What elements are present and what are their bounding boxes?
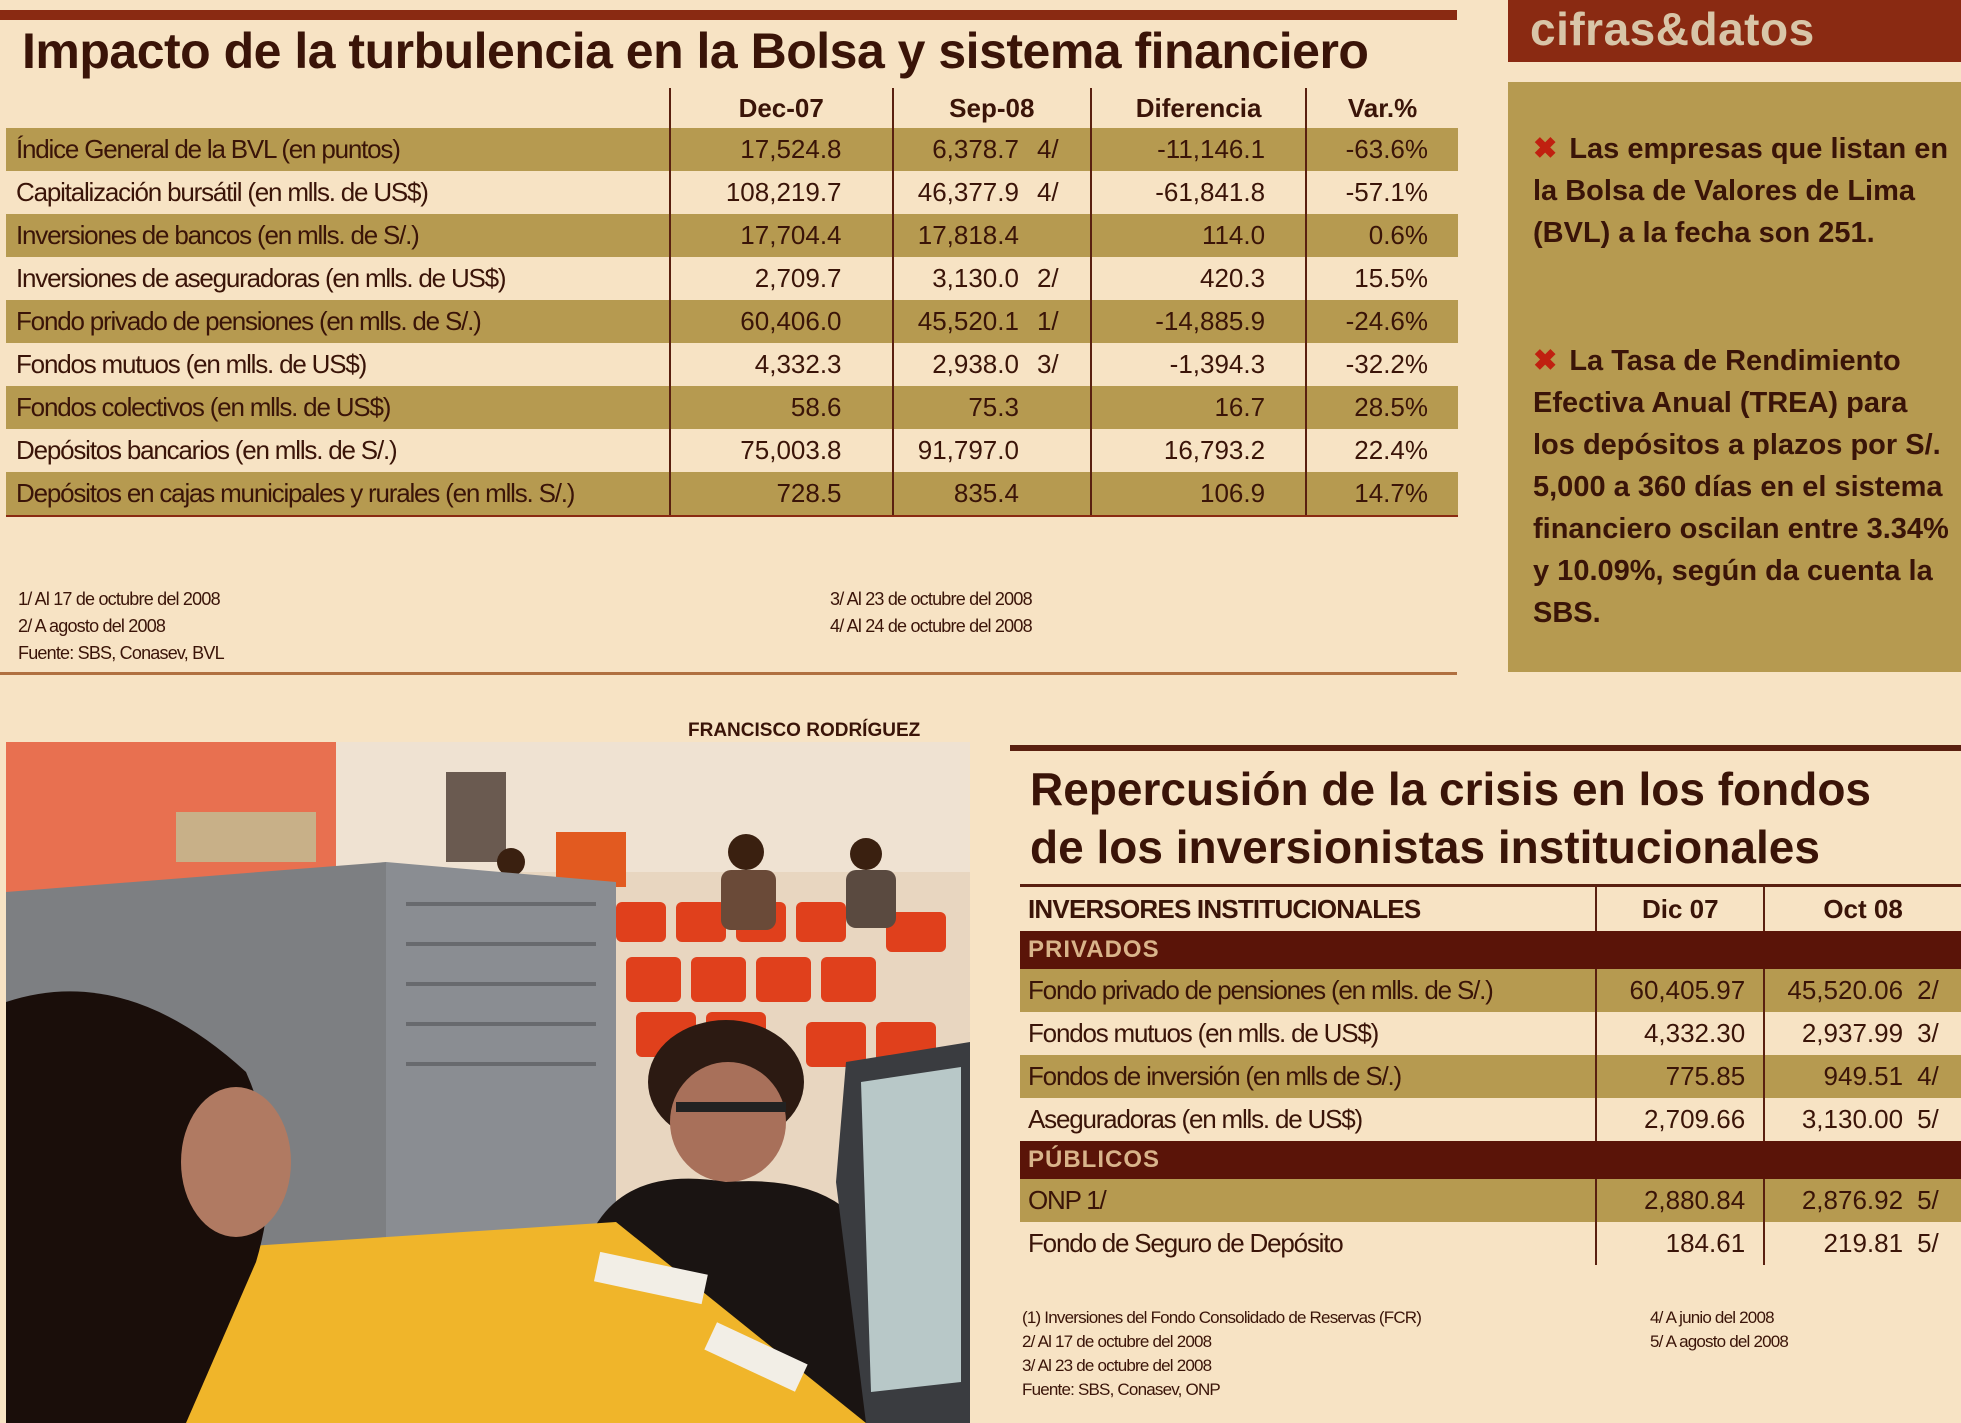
row-label: Depósitos bancarios (en mlls. de S/.) (16, 435, 397, 465)
footnote: 4/ Al 24 de octubre del 2008 (830, 616, 1032, 636)
header-var: Var.% (1306, 88, 1458, 128)
cell-note: 1/ (1029, 300, 1091, 343)
row-label: Capitalización bursátil (en mlls. de US$) (16, 177, 428, 207)
footnotes-right (830, 586, 1032, 640)
section2-rule (1010, 745, 1961, 751)
header-dic07: Dic 07 (1596, 886, 1764, 932)
cell-sep08: 91,797.0 (893, 429, 1029, 472)
cell-dic07: 775.85 (1596, 1055, 1764, 1098)
cell-dec07: 75,003.8 (670, 429, 893, 472)
cell-note: 3/ (1917, 1018, 1939, 1048)
row-label: Fondo de Seguro de Depósito (1028, 1228, 1343, 1258)
row-label: Fondos de inversión (en mlls de S/.) (1020, 1055, 1596, 1098)
source-note: Fuente: SBS, Conasev, ONP (1022, 1380, 1220, 1399)
cell-note: 5/ (1917, 1228, 1939, 1258)
table-row (6, 171, 1458, 214)
office-photo (6, 742, 970, 1423)
cell-var: 14.7% (1306, 472, 1458, 516)
office-photo-illustration (6, 742, 970, 1423)
cell-note: 5/ (1913, 1179, 1961, 1222)
cell-sep08: 45,520.1 (893, 300, 1029, 343)
title-rule (0, 10, 1457, 20)
cell-var: 0.6% (1306, 214, 1458, 257)
cell-dic07: 2,709.66 (1596, 1098, 1764, 1141)
table-row (6, 472, 1458, 516)
row-label: Fondos mutuos (en mlls. de US$) (16, 349, 367, 379)
section2-title-line1: Repercusión de la crisis en los fondos (1030, 763, 1872, 815)
cell-diferencia: 106.9 (1091, 472, 1306, 516)
source-note: Fuente: SBS, Conasev, BVL (18, 643, 224, 663)
fact-text: Las empresas que listan en la Bolsa de Valores de Lima (BVL) a la fecha son 251. (1533, 133, 1949, 249)
cell-note (1029, 386, 1091, 429)
cell-oct08: 219.81 (1764, 1222, 1913, 1265)
x-bullet-icon: ✖ (1533, 345, 1558, 377)
table-row (1020, 1055, 1961, 1098)
row-label: Inversiones de aseguradoras (en mlls. de US$) (16, 263, 506, 293)
fact-item (1533, 340, 1953, 634)
table-row (6, 343, 1458, 386)
table-row (1020, 1222, 1961, 1265)
cell-dec07: 60,406.0 (670, 300, 893, 343)
cell-sep08: 3,130.0 (893, 257, 1029, 300)
cell-var: 22.4% (1306, 429, 1458, 472)
cell-diferencia: -1,394.3 (1091, 343, 1306, 386)
cell-var: -63.6% (1306, 128, 1458, 171)
cell-dic07: 4,332.30 (1596, 1012, 1764, 1055)
table-row (1020, 1098, 1961, 1141)
cell-note: 4/ (1036, 177, 1059, 207)
footnotes2-right (1650, 1306, 1788, 1354)
header-inversores: INVERSORES INSTITUCIONALES (1020, 886, 1596, 932)
cell-dec07: 17,524.8 (670, 128, 893, 171)
cell-dec07: 4,332.3 (670, 343, 893, 386)
footnotes2-left (1022, 1306, 1421, 1402)
cell-dec07: 728.5 (670, 472, 893, 516)
cell-var: 28.5% (1306, 386, 1458, 429)
row-label: Fondos colectivos (en mlls. de US$) (6, 386, 670, 429)
cell-diferencia: 16,793.2 (1091, 429, 1306, 472)
section-divider (0, 672, 1457, 675)
footnote: 2/ Al 17 de octubre del 2008 (1022, 1332, 1212, 1351)
cell-dic07: 184.61 (1596, 1222, 1764, 1265)
inversores-table (1020, 884, 1961, 1265)
table-header-row (6, 88, 1458, 128)
footnotes-left (18, 586, 224, 667)
row-label: ONP 1/ (1020, 1179, 1596, 1222)
cell-sep08: 75.3 (893, 386, 1029, 429)
cell-dec07: 58.6 (670, 386, 893, 429)
row-label: Fondo privado de pensiones (en mlls. de S/.) (1020, 969, 1596, 1012)
table-row (6, 300, 1458, 343)
table-row (6, 386, 1458, 429)
footnote: 3/ Al 23 de octubre del 2008 (830, 589, 1032, 609)
cell-oct08: 3,130.00 (1764, 1098, 1913, 1141)
footnote: 1/ Al 17 de octubre del 2008 (18, 589, 220, 609)
table-row (1020, 969, 1961, 1012)
cell-dec07: 108,219.7 (670, 171, 893, 214)
cell-oct08: 2,876.92 (1764, 1179, 1913, 1222)
cell-oct08: 949.51 (1764, 1055, 1913, 1098)
header-label-blank (6, 88, 670, 128)
row-label: Inversiones de bancos (en mlls. de S/.) (6, 214, 670, 257)
cell-dic07: 60,405.97 (1596, 969, 1764, 1012)
cell-diferencia: -14,885.9 (1091, 300, 1306, 343)
cell-sep08: 2,938.0 (893, 343, 1029, 386)
cell-var: -57.1% (1306, 171, 1458, 214)
row-label: Fondo privado de pensiones (en mlls. de S/.) (6, 300, 670, 343)
page-title: Impacto de la turbulencia en la Bolsa y sistema financiero (22, 23, 1369, 79)
cell-note: 2/ (1913, 969, 1961, 1012)
row-label: Depósitos en cajas municipales y rurales (en mlls. S/.) (6, 472, 670, 516)
cell-var: -32.2% (1306, 343, 1458, 386)
section2-title (1030, 760, 1871, 876)
cell-diferencia: 420.3 (1091, 257, 1306, 300)
table-row (1020, 1012, 1961, 1055)
cell-sep08: 17,818.4 (893, 214, 1029, 257)
cell-sep08: 835.4 (893, 472, 1029, 516)
cifras-datos-sidebar (1508, 0, 1961, 672)
footnote: 5/ A agosto del 2008 (1650, 1332, 1789, 1351)
table-row (1020, 1179, 1961, 1222)
footnote: 4/ A junio del 2008 (1650, 1308, 1774, 1327)
section-label: PÚBLICOS (1020, 1141, 1961, 1179)
cell-var: -24.6% (1306, 300, 1458, 343)
table-header-row (1020, 886, 1961, 932)
cell-diferencia: 114.0 (1091, 214, 1306, 257)
fact-item (1533, 128, 1953, 254)
fact-text: La Tasa de Rendimiento Efectiva Anual (TREA) para los depósitos a plazos por S/. 5,000 a 360 días en el sistema financiero oscilan entre 3.34% y 10.09%, según da cuenta la SBS. (1533, 345, 1949, 629)
photo-credit: FRANCISCO RODRÍGUEZ (688, 720, 921, 741)
row-label: Índice General de la BVL (en puntos) (6, 128, 670, 171)
cell-sep08: 6,378.7 (893, 128, 1029, 171)
table-row (6, 128, 1458, 171)
cell-oct08: 45,520.06 (1764, 969, 1913, 1012)
section2-title-line2: de los inversionistas institucionales (1030, 821, 1820, 873)
cell-note (1029, 472, 1091, 516)
cell-diferencia: -61,841.8 (1091, 171, 1306, 214)
cell-note: 2/ (1036, 263, 1059, 293)
x-bullet-icon: ✖ (1533, 133, 1558, 165)
section-header-row (1020, 931, 1961, 969)
cell-diferencia: 16.7 (1091, 386, 1306, 429)
row-label: Aseguradoras (en mlls. de US$) (1028, 1104, 1362, 1134)
cell-note (1029, 214, 1091, 257)
section-label: PRIVADOS (1020, 931, 1961, 969)
cell-oct08: 2,937.99 (1764, 1012, 1913, 1055)
header-sep08: Sep-08 (893, 88, 1092, 128)
sidebar-title: cifras&datos (1530, 3, 1815, 55)
bolsa-table (6, 88, 1458, 517)
table-row (6, 257, 1458, 300)
header-dec07: Dec-07 (670, 88, 893, 128)
footnote: (1) Inversiones del Fondo Consolidado de Reservas (FCR) (1022, 1308, 1422, 1327)
cell-note: 5/ (1917, 1104, 1939, 1134)
cell-diferencia: -11,146.1 (1091, 128, 1306, 171)
cell-dec07: 2,709.7 (670, 257, 893, 300)
table-row (6, 214, 1458, 257)
section-header-row (1020, 1141, 1961, 1179)
cell-note: 4/ (1913, 1055, 1961, 1098)
cell-dec07: 17,704.4 (670, 214, 893, 257)
cell-note: 3/ (1036, 349, 1059, 379)
row-label: Fondos mutuos (en mlls. de US$) (1028, 1018, 1379, 1048)
cell-note (1029, 429, 1091, 472)
header-oct08: Oct 08 (1764, 886, 1961, 932)
cell-note: 4/ (1029, 128, 1091, 171)
cell-sep08: 46,377.9 (893, 171, 1029, 214)
header-diferencia: Diferencia (1091, 88, 1306, 128)
footnote: 2/ A agosto del 2008 (18, 616, 166, 636)
cell-dic07: 2,880.84 (1596, 1179, 1764, 1222)
footnote: 3/ Al 23 de octubre del 2008 (1022, 1356, 1212, 1375)
table-row (6, 429, 1458, 472)
cell-var: 15.5% (1306, 257, 1458, 300)
